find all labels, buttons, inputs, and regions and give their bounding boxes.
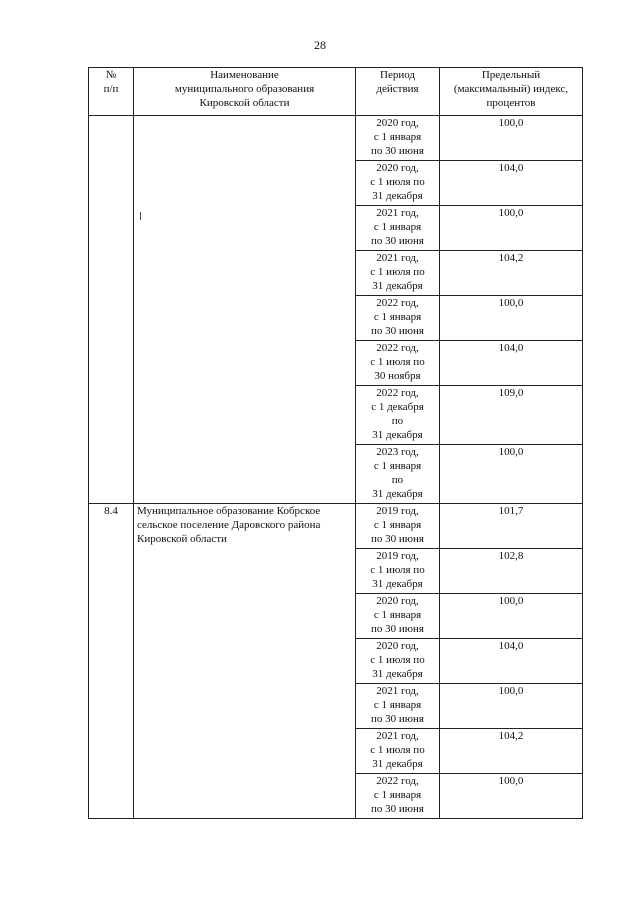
table-header-row: [89, 68, 583, 116]
table-row: [89, 116, 583, 161]
period-cell: 2020 год, с 1 июля по 31 декабря: [356, 639, 440, 684]
period-cell: 2020 год, с 1 июля по 31 декабря: [356, 161, 440, 206]
period-cell: 2022 год, с 1 декабря по 31 декабря: [356, 386, 440, 445]
row-number-cell: [89, 116, 134, 504]
max-index-cell: 104,0: [440, 639, 583, 684]
max-index-cell: 104,2: [440, 251, 583, 296]
period-cell: 2021 год, с 1 июля по 31 декабря: [356, 251, 440, 296]
period-cell: 2020 год, с 1 января по 30 июня: [356, 594, 440, 639]
period-cell: 2019 год, с 1 июля по 31 декабря: [356, 549, 440, 594]
max-index-cell: 100,0: [440, 206, 583, 251]
max-index-cell: 104,0: [440, 161, 583, 206]
period-cell: 2021 год, с 1 января по 30 июня: [356, 206, 440, 251]
max-index-cell: 100,0: [440, 116, 583, 161]
table-body: [89, 116, 583, 819]
max-index-cell: 101,7: [440, 504, 583, 549]
period-cell: 2021 год, с 1 июля по 31 декабря: [356, 729, 440, 774]
max-index-cell: 104,0: [440, 341, 583, 386]
max-index-cell: 100,0: [440, 774, 583, 819]
table-row: [89, 504, 583, 549]
max-index-cell: 102,8: [440, 549, 583, 594]
municipality-name-cell: Муниципальное образование Кобрское сельское поселение Даровского района Кировской области: [134, 504, 356, 819]
period-cell: 2023 год, с 1 января по 31 декабря: [356, 445, 440, 504]
max-index-cell: 104,2: [440, 729, 583, 774]
page-number: 28: [314, 38, 326, 52]
max-index-cell: 100,0: [440, 594, 583, 639]
max-index-cell: 100,0: [440, 684, 583, 729]
header-max-index: Предельный (максимальный) индекс, процентов: [440, 68, 583, 116]
max-index-cell: 100,0: [440, 296, 583, 341]
period-cell: 2020 год, с 1 января по 30 июня: [356, 116, 440, 161]
scan-mark: [140, 212, 141, 220]
row-number-cell: 8.4: [89, 504, 134, 819]
period-cell: 2022 год, с 1 июля по 30 ноября: [356, 341, 440, 386]
period-cell: 2021 год, с 1 января по 30 июня: [356, 684, 440, 729]
header-period: Период действия: [356, 68, 440, 116]
period-cell: 2019 год, с 1 января по 30 июня: [356, 504, 440, 549]
header-number: № п/п: [89, 68, 134, 116]
period-cell: 2022 год, с 1 января по 30 июня: [356, 774, 440, 819]
period-cell: 2022 год, с 1 января по 30 июня: [356, 296, 440, 341]
max-index-cell: 100,0: [440, 445, 583, 504]
header-municipality-name: Наименование муниципального образования Кировской области: [134, 68, 356, 116]
municipality-name-cell: [134, 116, 356, 504]
tariff-index-table: [88, 67, 583, 819]
max-index-cell: 109,0: [440, 386, 583, 445]
